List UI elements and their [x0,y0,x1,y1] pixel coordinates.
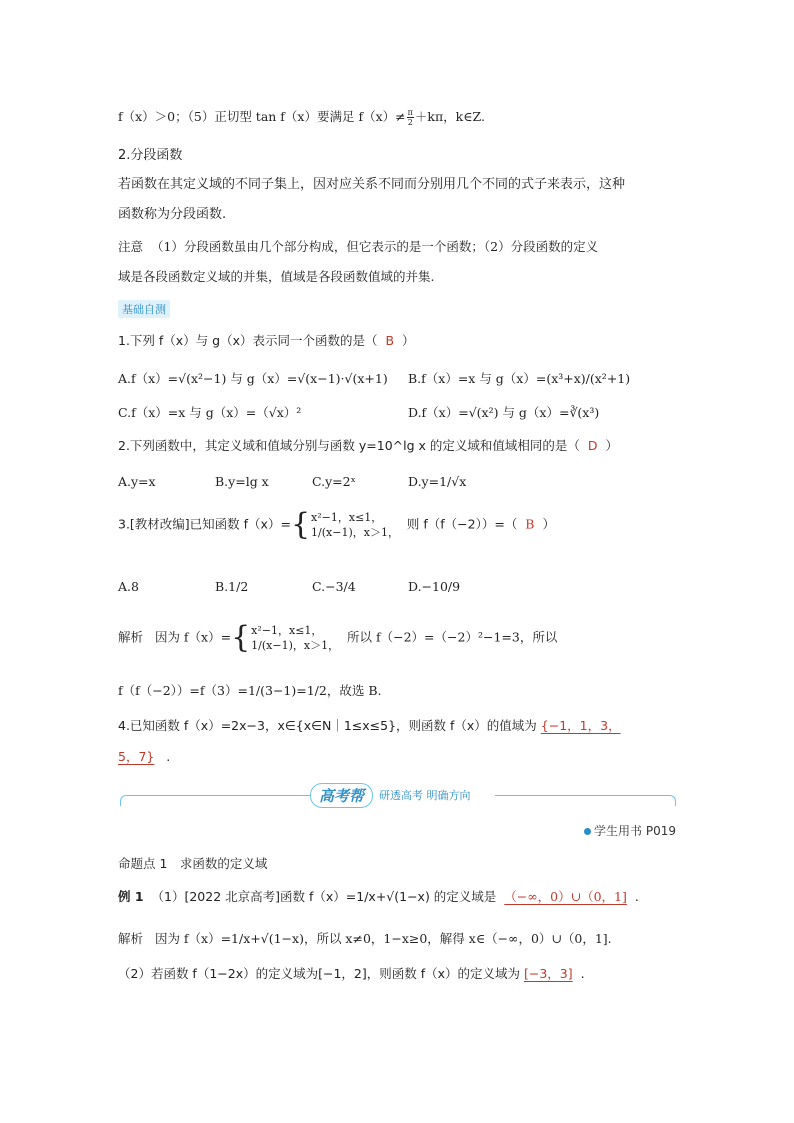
q3-option-a: A.8 [118,579,139,594]
q2-close: ） [605,438,618,453]
ex1-2-answer: [−3，3] [524,966,573,981]
q3-option-b: B.1/2 [215,579,249,594]
q1-option-b: B.f（x）=x 与 g（x）=(x³+x)/(x²+1) [408,371,631,386]
q1-option-d: D.f（x）=√(x²) 与 g（x）=∛(x³) [408,405,600,420]
topic-title: 命题点 1 求函数的定义域 [118,856,268,871]
note-text1: （1）分段函数虽由几个部分构成，但它表示的是一个函数；（2）分段函数的定义 [150,239,599,254]
line-tangent-condition [118,108,485,127]
note-label: 注意 [118,239,144,254]
q3-then: 则 f（f（−2））=（ [406,516,518,532]
section-title-piecewise: 2.分段函数 [118,148,183,163]
q2-stem: 2.下列函数中，其定义域和值域分别与函数 y=10^lg x 的定义域和值域相同的是（ [118,438,580,453]
q3-option-d: D.−10/9 [408,579,461,594]
banner-rule-right [495,795,676,806]
solution-label: 解析 [118,629,144,645]
q3-prefix: 3.[教材改编]已知函数 f（x）= [118,516,291,532]
question-3: 3.[教材改编]已知函数 f（x）={ x²−1，x≤1， 1/(x−1)，x＞1， 则 f（f（−2））=（ B ） [118,507,555,542]
gaokao-banner [310,783,471,807]
banner-subtitle: 研透高考 明确方向 [379,789,471,802]
q3-answer: B [525,516,535,532]
question-4 [118,717,621,735]
example-label: 例 1 [118,889,144,904]
q4-answer-part1: {−1，1，3， [540,718,621,733]
line1-tail: ＋kπ，k∈Z. [414,109,485,124]
banner-rule-left [120,795,311,806]
note-line2: 域是各段函数定义域的并集，值域是各段函数值域的并集. [118,269,435,284]
q3-option-c: C.−3/4 [312,579,356,594]
q2-option-a: A.y=x [118,474,156,489]
bullet-icon [584,828,591,835]
q2-option-d: D.y=1/√x [408,474,467,489]
example-1: 例 1 （1）[2022 北京高考]函数 f（x）=1/x+√(1−x) 的定义域是 （−∞，0）∪（0，1] . [118,889,639,904]
line1-text: f（x）＞0；（5）正切型 tan f（x）要满足 f（x）≠ [118,109,406,124]
pi-over-2: $\frac{\pi}{2}$ [407,108,413,127]
q1-close: ） [402,333,415,348]
q2-option-c: C.y=2ˣ [312,474,356,489]
solution-3-line1: 解析 因为 f（x）={ x²−1，x≤1， 1/(x−1)，x＞1， 所以 f（−2）=（−2）²−1=3，所以 [118,620,558,655]
piecewise-definition-line1: 若函数在其定义域的不同子集上，因对应关系不同而分别用几个不同的式子来表示，这种 [118,177,626,192]
student-book-ref: 学生用书 P019 [584,822,676,839]
banner-title: 高考帮 [310,783,373,808]
solution-label: 解析 [118,931,144,946]
note-line1 [118,238,598,256]
q2-answer: D [587,438,598,453]
basic-self-test-tag: 基础自测 [118,300,170,318]
example-1-part2: （2）若函数 f（1−2x）的定义域为[−1，2]，则函数 f（x）的定义域为 [−3，3] . [118,966,585,981]
q1-stem: 1.下列 f（x）与 g（x）表示同一个函数的是（ [118,333,378,348]
q1-option-a: A.f（x）=√(x²−1) 与 g（x）=√(x−1)·√(x+1) [118,371,388,386]
solution-3-line2: f（f（−2））=f（3）=1/(3−1)=1/2，故选 B. [118,683,382,698]
q1-option-c: C.f（x）=x 与 g（x）=（√x）² [118,405,302,420]
q3-piecewise: x²−1，x≤1， 1/(x−1)，x＞1， [311,511,399,539]
q4-stem: 4.已知函数 f（x）=2x−3，x∈{x∈N｜1≤x≤5}，则函数 f（x）的值域为 [118,718,537,733]
question-2 [118,437,618,455]
q1-answer: B [385,333,395,348]
solution-ex1: 解析 因为 f（x）=1/x+√(1−x)，所以 x≠0，1−x≥0，解得 x∈（−∞，0）∪（0，1]. [118,931,612,946]
q4-answer-part2: 5，7} [118,749,155,764]
question-1 [118,332,415,350]
ex1-answer: （−∞，0）∪（0，1] [504,889,627,904]
piecewise-definition-line2: 函数称为分段函数. [118,207,227,222]
question-4-cont: 5，7} . [118,749,171,764]
q2-option-b: B.y=lg x [215,474,269,489]
